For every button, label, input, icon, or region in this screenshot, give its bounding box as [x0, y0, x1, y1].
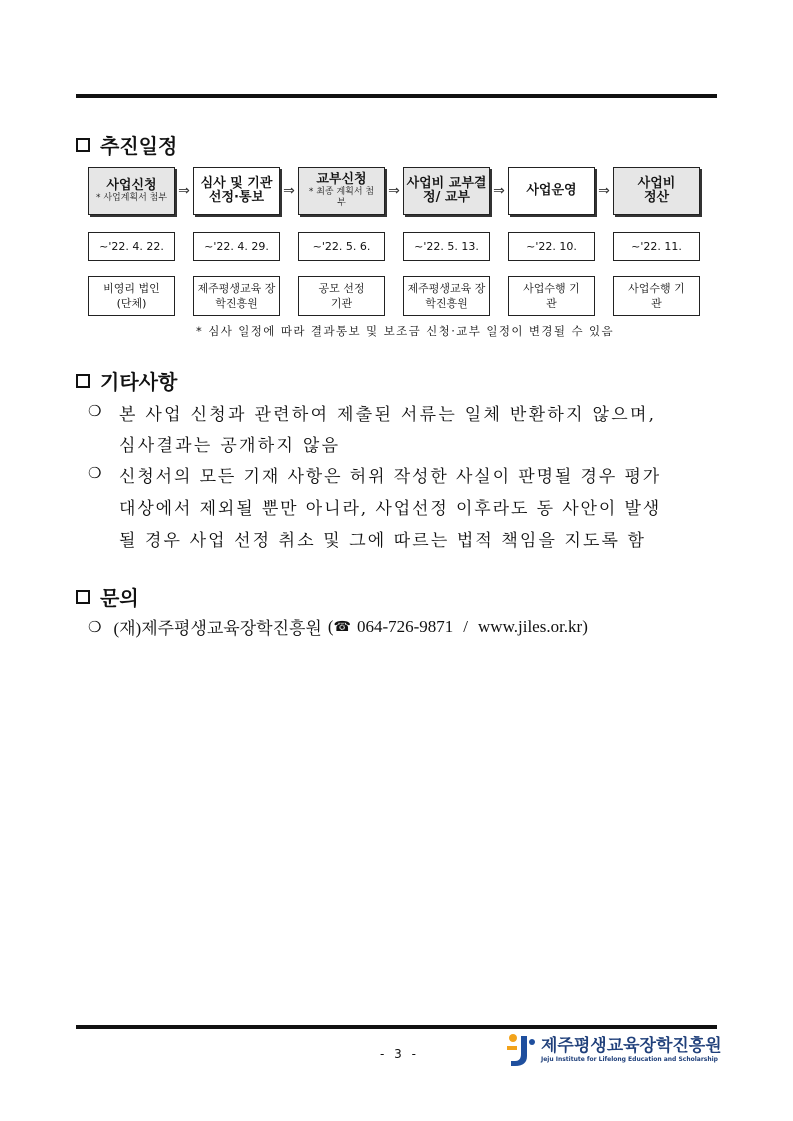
step-title: 사업비 정산	[637, 176, 676, 205]
schedule-dates	[88, 232, 700, 261]
page-number: - 3 -	[380, 1047, 419, 1061]
schedule-note: * 심사 일정에 따라 결과통보 및 보조금 신청·교부 일정이 변경될 수 있음	[196, 324, 615, 338]
step-title: 심사 및 기관 선정·통보	[200, 176, 273, 205]
step-title: 사업운영	[526, 183, 577, 198]
step-operation	[508, 167, 595, 215]
arrow-icon: ⇒	[493, 183, 505, 199]
step-review	[193, 167, 280, 215]
org-cell	[613, 276, 700, 316]
org-cell	[88, 276, 175, 316]
schedule-heading	[76, 130, 177, 159]
item-line: 될 경우 사업 선정 취소 및 그에 따르는 법적 책임을 지도록 함	[119, 531, 647, 551]
arrow-icon: ⇒	[178, 183, 190, 199]
checkbox-icon	[76, 374, 90, 388]
item-line: 본 사업 신청과 관련하여 제출된 서류는 일체 반환하지 않으며,	[119, 405, 657, 425]
date-cell: ~'22. 5. 13.	[403, 232, 490, 261]
org-text: 제주평생교육 장학진흥원	[407, 282, 486, 310]
arrow-icon: ⇒	[598, 183, 610, 199]
arrow-icon: ⇒	[283, 183, 295, 199]
step-grant-decision	[403, 167, 490, 215]
org-cell	[508, 276, 595, 316]
date-cell: ~'22. 5. 6.	[298, 232, 385, 261]
org-text: 비영리 법인(단체)	[103, 282, 160, 310]
other-heading	[76, 366, 177, 395]
website-link[interactable]: www.jiles.or.kr	[478, 616, 583, 636]
phone-icon: ☎	[333, 618, 351, 635]
other-title: 기타사항	[100, 370, 178, 394]
step-note: * 사업계획서 첨부	[95, 192, 168, 203]
checkbox-icon	[76, 138, 90, 152]
contact-line: ❍ (재)제주평생교육장학진흥원 ( ☎ 064-726-9871 / www.jiles.or.kr )	[88, 614, 588, 639]
top-rule	[76, 94, 717, 98]
org-text: 공모 선정 기관	[318, 282, 365, 310]
item-line: 심사결과는 공개하지 않음	[119, 436, 341, 456]
org-text: 사업수행 기관	[628, 282, 685, 310]
phone-number: 064-726-9871	[356, 616, 454, 636]
list-item	[88, 400, 718, 460]
schedule-orgs	[88, 276, 700, 316]
checkbox-icon	[76, 590, 90, 604]
logo-subtitle: Jeju Institute for Lifelong Education and Scholarship	[541, 1056, 718, 1063]
logo-name: 제주평생교육장학진흥원	[541, 1036, 722, 1056]
logo-mark-icon	[505, 1032, 537, 1068]
item-line: 신청서의 모든 기재 사항은 허위 작성한 사실이 판명될 경우 평가	[119, 467, 662, 487]
date-cell: ~'22. 10.	[508, 232, 595, 261]
inquiry-heading	[76, 582, 139, 611]
separator: /	[463, 616, 469, 636]
org-cell	[193, 276, 280, 316]
date-cell: ~'22. 4. 29.	[193, 232, 280, 261]
circle-bullet-icon: ❍	[88, 464, 102, 482]
item-line: 대상에서 제외될 뿐만 아니라, 사업선정 이후라도 동 사안이 발생	[119, 499, 662, 519]
inquiry-title: 문의	[100, 586, 139, 610]
step-grant-apply	[298, 167, 385, 215]
schedule-title: 추진일정	[100, 134, 178, 158]
org-text: 제주평생교육 장학진흥원	[197, 282, 276, 310]
date-cell: ~'22. 4. 22.	[88, 232, 175, 261]
step-title: 사업신청	[106, 177, 157, 193]
list-item	[88, 462, 718, 557]
step-settlement	[613, 167, 700, 215]
circle-bullet-icon: ❍	[88, 617, 102, 636]
step-title: 사업비 교부결정/ 교부	[406, 176, 487, 205]
step-note: * 최종 계획서 첨부	[308, 187, 375, 208]
institute-logo	[505, 1032, 722, 1068]
bottom-rule	[76, 1025, 717, 1029]
org-text: 사업수행 기관	[523, 282, 580, 310]
step-title: 교부신청	[316, 172, 367, 187]
schedule-steps	[88, 167, 700, 215]
org-cell	[403, 276, 490, 316]
arrow-icon: ⇒	[388, 183, 400, 199]
org-cell	[298, 276, 385, 316]
org-name: (재)제주평생교육장학진흥원	[113, 619, 322, 638]
date-cell: ~'22. 11.	[613, 232, 700, 261]
circle-bullet-icon: ❍	[88, 402, 102, 420]
step-apply	[88, 167, 175, 215]
